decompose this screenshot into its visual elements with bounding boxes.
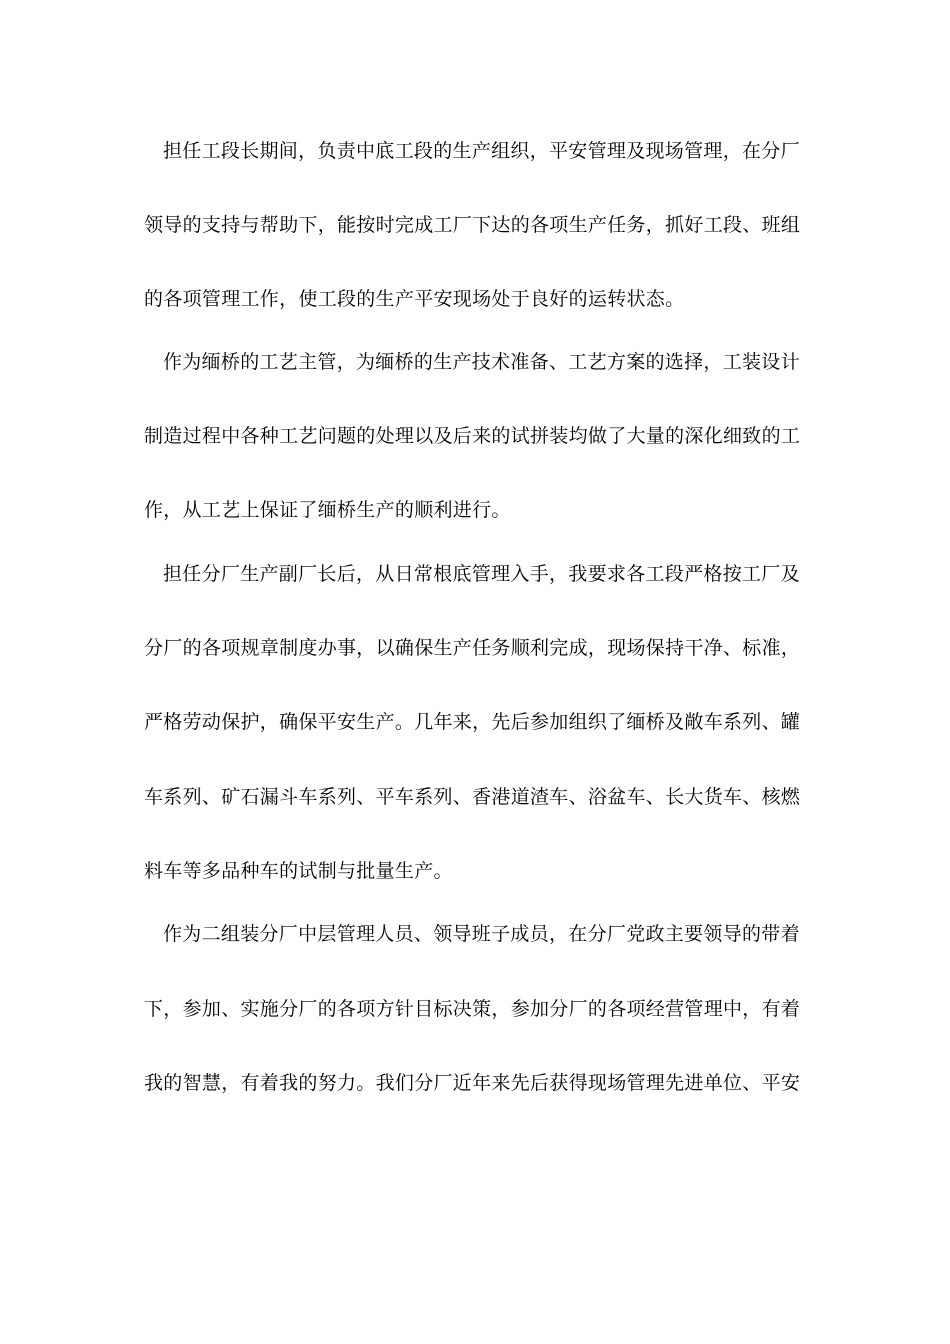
paragraph-1-line-3: 的各项管理工作，使工段的生产平安现场处于良好的运转状态。: [144, 288, 685, 310]
paragraph-3-line-1: 担任分厂生产副厂长后，从日常根底管理入手，我要求各工段严格按工厂及: [163, 563, 800, 585]
paragraph-4-line-2: 下，参加、实施分厂的各项方针目标决策，参加分厂的各项经营管理中，有着: [144, 998, 801, 1020]
paragraph-2-line-2: 制造过程中各种工艺问题的处理以及后来的试拼装均做了大量的深化细致的工: [144, 425, 801, 447]
paragraph-2-line-3: 作，从工艺上保证了缅桥生产的顺利进行。: [144, 499, 511, 521]
paragraph-3-line-2: 分厂的各项规章制度办事，以确保生产任务顺利完成，现场保持干净、标准，: [144, 637, 801, 659]
paragraph-3-line-4: 车系列、矿石漏斗车系列、平车系列、香港道渣车、浴盆车、长大货车、核燃: [144, 786, 801, 808]
paragraph-4-line-3: 我的智慧，有着我的努力。我们分厂近年来先后获得现场管理先进单位、平安: [144, 1072, 801, 1094]
paragraph-1-line-2: 领导的支持与帮助下，能按时完成工厂下达的各项生产任务，抓好工段、班组: [144, 214, 801, 236]
paragraph-3-line-5: 料车等多品种车的试制与批量生产。: [144, 860, 453, 882]
paragraph-4-line-1: 作为二组装分厂中层管理人员、领导班子成员，在分厂党政主要领导的带着: [163, 923, 800, 945]
paragraph-3-line-3: 严格劳动保护，确保平安生产。几年来，先后参加组织了缅桥及敞车系列、罐: [144, 711, 801, 733]
paragraph-1-line-1: 担任工段长期间，负责中底工段的生产组织，平安管理及现场管理，在分厂: [163, 140, 800, 162]
paragraph-2-line-1: 作为缅桥的工艺主管，为缅桥的生产技术准备、工艺方案的选择，工装设计: [163, 351, 800, 373]
